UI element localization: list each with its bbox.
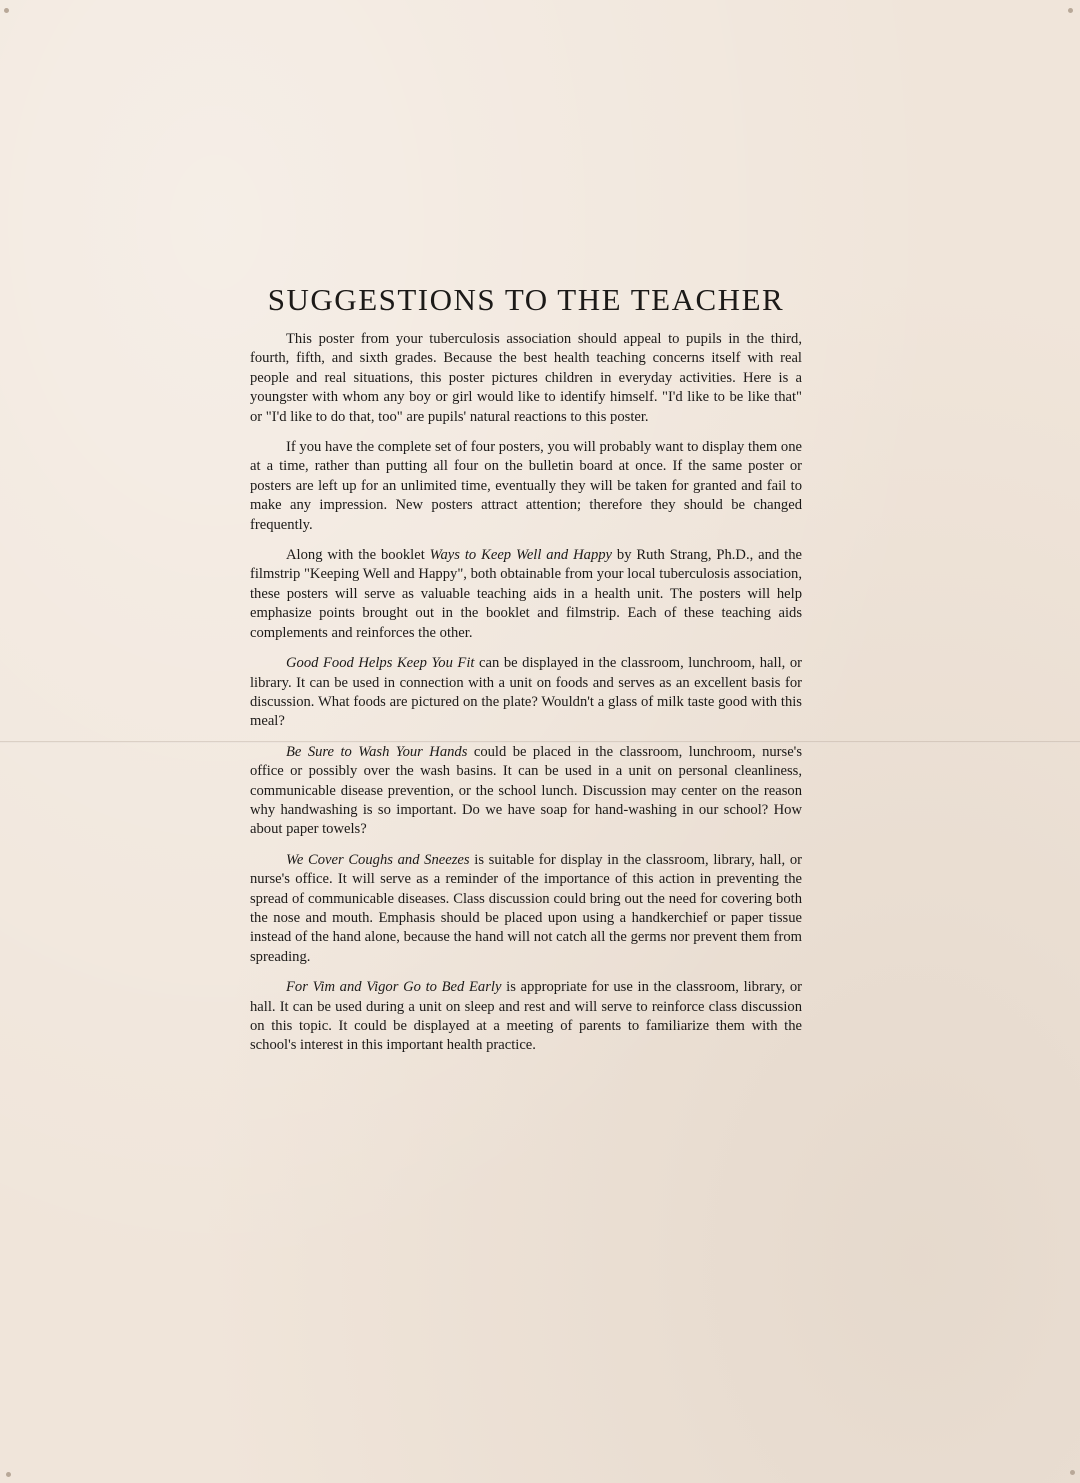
poster-title: For Vim and Vigor Go to Bed Early bbox=[286, 979, 502, 996]
page-title: SUGGESTIONS TO THE TEACHER bbox=[267, 282, 785, 317]
paragraph-wash-hands bbox=[250, 743, 802, 840]
poster-title: Good Food Helps Keep You Fit bbox=[286, 655, 475, 672]
document-body bbox=[250, 282, 802, 1067]
paragraph-text: by Ruth Strang, Ph.D., and the filmstrip "Keeping Well and Happy", both obtainable from your local tuberculosis association, these posters will serve as valuable teaching aids in a health unit. The posters will help emphasize points brought out in the booklet and filmstrip. Each of these teaching aids complements and reinforces the other. bbox=[250, 547, 802, 641]
poster-title: Be Sure to Wash Your Hands bbox=[286, 743, 468, 760]
paragraph-text: Along with the booklet bbox=[286, 547, 430, 564]
paragraph-vim-vigor bbox=[250, 978, 802, 1056]
corner-mark bbox=[1068, 8, 1073, 13]
paragraph-text: is suitable for display in the classroom, library, hall, or nurse's office. It will serve as a reminder of the importance of this action in preventing the spread of communicable diseases. Class discussion could bring out the need for covering both the nose and mouth. Emphasis should be placed upon using a handkerchief or paper tissue instead of the hand alone, because the hand will not catch all the germs nor prevent them from spreading. bbox=[250, 851, 802, 965]
paragraph-text: This poster from your tuberculosis association should appeal to pupils in the third, fourth, fifth, and sixth grades. Because the best health teaching concerns itself with real people and real situations, this poster pictures children in everyday activities. Here is a youngster with whom any boy or girl would like to identify himself. "I'd like to be like that" or "I'd like to do that, too" are pupils' natural reactions to this poster. bbox=[250, 331, 802, 425]
paragraph-good-food bbox=[250, 654, 802, 732]
paragraph-text: could be placed in the classroom, lunchroom, nurse's office or possibly over the wash basins. It can be used in a unit on personal cleanliness, communicable disease prevention, or the school lunch. Discussion may center on the reason why handwashing is so important. Do we have soap for hand-washing in our school? How about paper towels? bbox=[250, 743, 802, 838]
corner-mark bbox=[4, 8, 9, 13]
poster-title: We Cover Coughs and Sneezes bbox=[286, 851, 470, 868]
paragraph-text: can be displayed in the classroom, lunchroom, hall, or library. It can be used in connection with a unit on foods and serves as an excellent basis for discussion. What foods are pictured on the plate? Wouldn't a glass of milk taste good with this meal? bbox=[250, 655, 802, 730]
paragraph-intro bbox=[250, 330, 802, 427]
paragraph-text: is appropriate for use in the classroom, library, or hall. It can be used during a unit on sleep and rest and will serve to reinforce class discussion on this topic. It could be displayed at a meeting of parents to familiarize them with the school's interest in this important health practice. bbox=[250, 979, 803, 1054]
corner-mark bbox=[1070, 1470, 1075, 1475]
booklet-title: Ways to Keep Well and Happy bbox=[429, 547, 613, 564]
paragraph-coughs-sneezes bbox=[250, 851, 802, 967]
paragraph-booklet bbox=[250, 546, 802, 643]
paragraph-display-advice bbox=[250, 438, 802, 535]
corner-mark bbox=[6, 1472, 11, 1477]
paragraph-text: If you have the complete set of four posters, you will probably want to display them one at a time, rather than putting all four on the bulletin board at once. If the same poster or posters are left up for an unlimited time, eventually they will be taken for granted and fail to make any impression. New posters attract attention; therefore they should be changed frequently. bbox=[250, 439, 802, 533]
